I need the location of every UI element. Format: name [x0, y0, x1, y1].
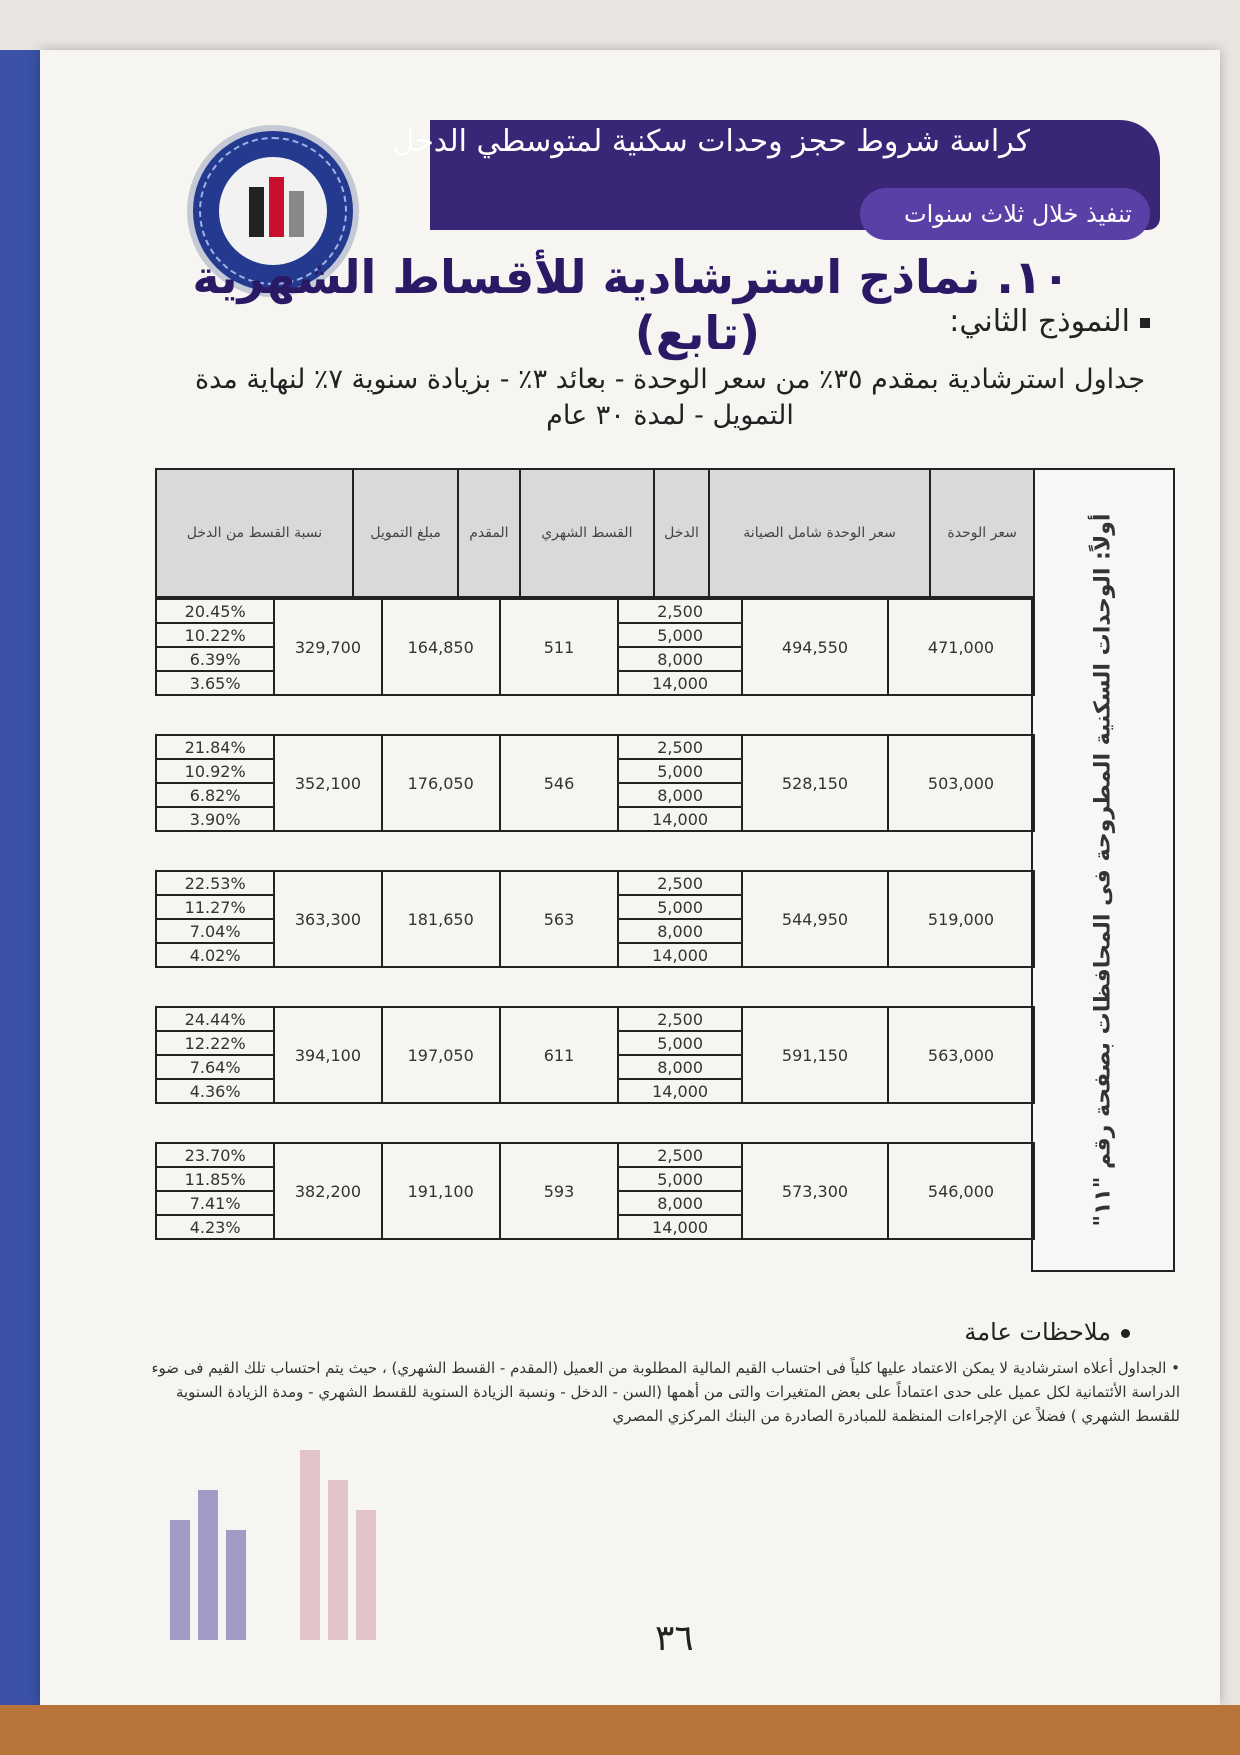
table-block: [155, 1142, 1035, 1240]
ratio-cell: 20.45%: [156, 599, 274, 623]
header-down: المقدم: [458, 469, 519, 597]
income-cell: 8,000: [618, 1191, 742, 1215]
header-ratio: نسبة القسط من الدخل: [156, 469, 353, 597]
income-cell: 8,000: [618, 919, 742, 943]
price-maint-cell: 494,550: [742, 599, 888, 695]
bullet-icon: [1140, 318, 1150, 328]
income-cell: 14,000: [618, 1215, 742, 1239]
installment-cell: 511: [500, 599, 618, 695]
ratio-cell: 3.65%: [156, 671, 274, 695]
installment-cell: 611: [500, 1007, 618, 1103]
income-cell: 14,000: [618, 671, 742, 695]
ratio-cell: 22.53%: [156, 871, 274, 895]
header-title: كراسة شروط حجز وحدات سكنية لمتوسطي الدخل: [392, 124, 1030, 159]
left-edge-strip: [0, 50, 40, 1705]
table-description: جداول استرشادية بمقدم ٣٥٪ من سعر الوحدة - بعائد ٣٪ - بزيادة سنوية ٧٪ لنهاية مدة التمويل - لمدة ٣٠ عام: [194, 364, 1146, 431]
ratio-cell: 7.04%: [156, 919, 274, 943]
finance-cell: 394,100: [274, 1007, 381, 1103]
finance-cell: 352,100: [274, 735, 381, 831]
income-cell: 8,000: [618, 1055, 742, 1079]
table-row: [156, 1143, 1034, 1167]
price-cell: 503,000: [888, 735, 1034, 831]
header-price-maint: سعر الوحدة شامل الصيانة: [709, 469, 930, 597]
ratio-cell: 3.90%: [156, 807, 274, 831]
table-block: [155, 598, 1035, 696]
finance-cell: 363,300: [274, 871, 381, 967]
table-row: [156, 871, 1034, 895]
down-payment-cell: 164,850: [382, 599, 500, 695]
ratio-cell: 24.44%: [156, 1007, 274, 1031]
down-payment-cell: 191,100: [382, 1143, 500, 1239]
price-maint-cell: 591,150: [742, 1007, 888, 1103]
ratio-cell: 4.36%: [156, 1079, 274, 1103]
installment-cell: 593: [500, 1143, 618, 1239]
model-label: النموذج الثاني:: [949, 304, 1150, 339]
income-cell: 2,500: [618, 599, 742, 623]
table-surface: [0, 1705, 1240, 1755]
finance-cell: 382,200: [274, 1143, 381, 1239]
income-cell: 8,000: [618, 783, 742, 807]
ratio-cell: 10.22%: [156, 623, 274, 647]
price-cell: 519,000: [888, 871, 1034, 967]
price-cell: 471,000: [888, 599, 1034, 695]
section-title: ١٠. نماذج استرشادية للأقساط الشهرية: [192, 250, 1070, 304]
table-block: [155, 1006, 1035, 1104]
income-cell: 5,000: [618, 623, 742, 647]
buildings-decoration: [170, 1440, 470, 1640]
table-block: [155, 734, 1035, 832]
ratio-cell: 7.64%: [156, 1055, 274, 1079]
ratio-cell: 6.39%: [156, 647, 274, 671]
page-number: ٣٦: [655, 1618, 694, 1659]
income-cell: 5,000: [618, 1167, 742, 1191]
section-title-suffix: (تابع): [634, 306, 760, 360]
bullet-icon: [1121, 1329, 1130, 1338]
income-cell: 14,000: [618, 807, 742, 831]
ratio-cell: 23.70%: [156, 1143, 274, 1167]
ratio-cell: 21.84%: [156, 735, 274, 759]
table-row: [156, 1007, 1034, 1031]
income-cell: 2,500: [618, 1007, 742, 1031]
table-block: [155, 870, 1035, 968]
income-cell: 2,500: [618, 871, 742, 895]
price-maint-cell: 544,950: [742, 871, 888, 967]
notes-text: • الجداول أعلاه استرشادية لا يمكن الاعتماد عليها كلياً فى احتساب القيم المالية المطلوبة من العميل (المقدم - القسط الشهري) ، حيث يتم احتساب تلك القيم فى ضوء الدراسة الأئتمانية لكل عميل على حدى اعتماداً على بعض المتغيرات والتى من أهمها (السن - الدخل - ونسبة الزيادة السنوية للقسط الشهري - ومدة الزيادة السنوية للقسط الشهري ) فضلاً عن الإجراءات المنظمة للمبادرة الصادرة من البنك المركزي المصري: [151, 1359, 1180, 1425]
down-payment-cell: 176,050: [382, 735, 500, 831]
header-income: الدخل: [654, 469, 709, 597]
ratio-cell: 11.85%: [156, 1167, 274, 1191]
price-cell: 563,000: [888, 1007, 1034, 1103]
down-payment-cell: 181,650: [382, 871, 500, 967]
income-cell: 5,000: [618, 759, 742, 783]
table-row: [156, 599, 1034, 623]
side-label-box: [1031, 468, 1175, 1272]
installment-cell: 563: [500, 871, 618, 967]
header-banner: [300, 110, 1160, 240]
table-row: [156, 735, 1034, 759]
table-header: [155, 468, 1035, 598]
installment-cell: 546: [500, 735, 618, 831]
finance-cell: 329,700: [274, 599, 381, 695]
header-finance: مبلغ التمويل: [353, 469, 458, 597]
header-price: سعر الوحدة: [930, 469, 1034, 597]
income-cell: 2,500: [618, 735, 742, 759]
ratio-cell: 4.02%: [156, 943, 274, 967]
ratio-cell: 6.82%: [156, 783, 274, 807]
header-installment: القسط الشهري: [520, 469, 655, 597]
income-cell: 5,000: [618, 1031, 742, 1055]
header-subtitle: تنفيذ خلال ثلاث سنوات: [904, 200, 1132, 228]
price-maint-cell: 528,150: [742, 735, 888, 831]
down-payment-cell: 197,050: [382, 1007, 500, 1103]
ratio-cell: 11.27%: [156, 895, 274, 919]
ratio-cell: 4.23%: [156, 1215, 274, 1239]
income-cell: 2,500: [618, 1143, 742, 1167]
price-cell: 546,000: [888, 1143, 1034, 1239]
side-label: أولاً: الوحدات السكنية المطروحة فى المحافظات بصفحة رقم "١١": [1090, 513, 1116, 1227]
income-cell: 14,000: [618, 943, 742, 967]
ratio-cell: 10.92%: [156, 759, 274, 783]
income-cell: 14,000: [618, 1079, 742, 1103]
price-maint-cell: 573,300: [742, 1143, 888, 1239]
ratio-cell: 7.41%: [156, 1191, 274, 1215]
income-cell: 5,000: [618, 895, 742, 919]
income-cell: 8,000: [618, 647, 742, 671]
notes-title: ملاحظات عامة: [964, 1318, 1130, 1346]
ratio-cell: 12.22%: [156, 1031, 274, 1055]
